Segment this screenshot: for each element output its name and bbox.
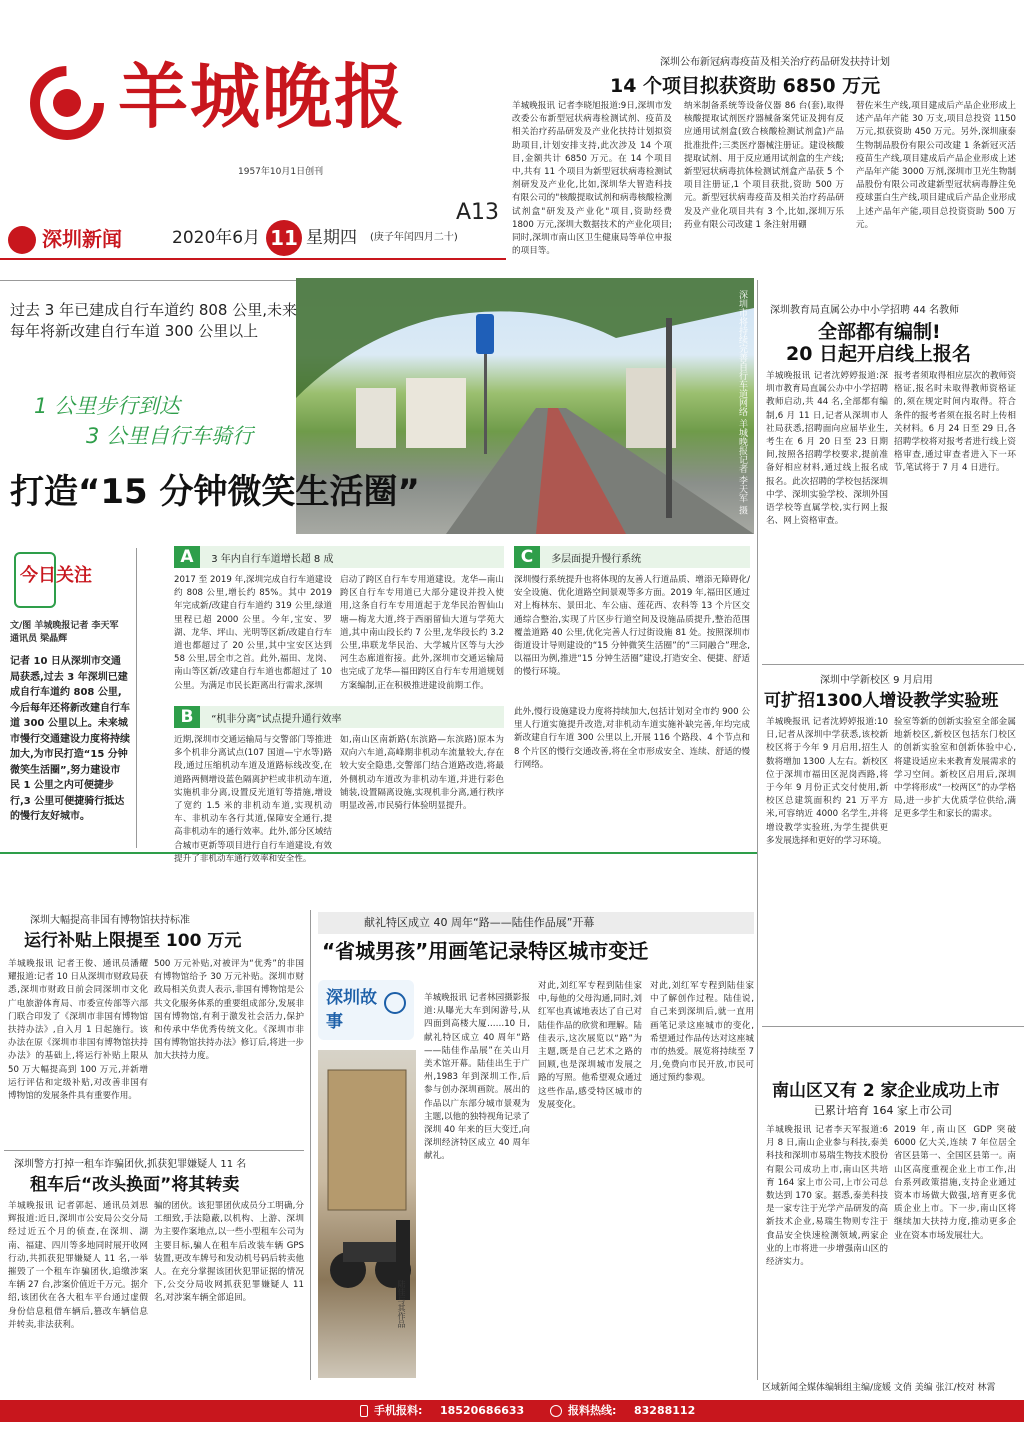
top-story-col2: 纳米制备系统等设备仪器 86 台(套),取得核酸提取试剂医疗器械备案凭证及拥有反应通用试剂盒(致合核酸检测试剂盒)产品批准批件;三类医疗器械注册证。建设核酸提取试剂、用于反应通用试剂盒的生产线;新型冠状病毒抗体检测试剂盒产品获 5 个项目注册证,1 个项目获批,资助 500 万元。新型冠状病毒疫苗及相关治疗药品研发及产业化项目共有 3 个,比如,深圳万乐药业有限公司改建 1 条注射用硼 bbox=[684, 101, 844, 230]
feature-title: 打造“15 分钟微笑生活圈” bbox=[10, 472, 420, 512]
footer-bar bbox=[0, 1400, 1024, 1422]
section-c-letter: C bbox=[514, 546, 540, 568]
section-b-col2: 如,南山区南新路(东滨路—东滨路)原本为双向六车道,高峰期非机动车流量较大,存在较大安全隐患,交警部门结合道路改造,将最外侧机动车道改为非机动车道,并进行彩色铺装,设置隔离设施,实现机非分离,通行秩序明显改善,市民骑行体验明显提升。 bbox=[340, 735, 504, 812]
footer-phone-icon bbox=[360, 1405, 368, 1417]
feature-intro-rule bbox=[136, 548, 137, 848]
feature-bottom-rule bbox=[0, 852, 757, 854]
story-col2: 对此,刘红军专程到陆佳家中,每他的父母沟通,同时,刘红军也真诚地表达了自己对陆佳作品的欣赏和理解。陆佳表示,这次展览以“路”为主题,既是自己艺术之路的回顾,也是深圳城市发展之路的写照。他希望观众通过这些作品,感受特区城市的发展变化。 bbox=[538, 981, 642, 1110]
footer-tip-phone-icon bbox=[550, 1405, 562, 1417]
story-kicker: 献礼特区成立 40 周年“路——陆佳作品展”开幕 bbox=[364, 916, 595, 929]
left-lower-rule bbox=[310, 910, 311, 1380]
right3-col2: 2019 年,南山区 GDP 突破 6000 亿大关,连续 7 年位居全省区县第一、全国区县第一。南山区高度重视企业上市工作,出台系列政策措施,支持企业通过资本市场做大做强,培育更多优质企业上市。下一步,南山区将继续加大扶持力度,推动更多企业在资本市场发展壮大。 bbox=[894, 1125, 1016, 1241]
story-col3: 对此,刘红军专程到陆佳家中了解创作过程。陆佳说,自己来到深圳后,就一直用画笔记录这座城市的变化,希望通过作品传达对这座城市的热爱。展览将持续至 7 月,免费向市民开放,市民可通过预约参观。 bbox=[650, 981, 754, 1084]
section-a-col1: 2017 至 2019 年,深圳完成自行车道建设约 808 公里,增长约 85%。其中 2019 年完成新/改建自行车道约 319 公里,绿道里程已超 2000 公里。今年,宝安、罗湖、龙华、坪山、光明等区新/改建自行车道也都超过了 20 公里,其中宝安区达到 58 公里,居全市之首。此外,福田、龙岗、南山等区新/改建自行车道也都超过了 10 公里。为满足市民长距离出行需求,深圳 bbox=[174, 575, 332, 691]
right1-title-1: 全部都有编制! bbox=[818, 321, 941, 343]
section-c-bar bbox=[514, 546, 750, 568]
right1-col2: 报考者须取得相应层次的教师资格证,报名时未取得教师资格证的,须在规定时间内取得。符合条件的报考者须在报名时上传相关材料。6 月 24 日至 29 日,各招聘学校将对报考者进行线上资格审查,通过审查者进入下一环节,笔试将于 7 月 4 日进行。 bbox=[894, 371, 1016, 474]
feature-intro: 记者 10 日从深圳市交通局获悉,过去 3 年深圳已建成自行车道约 808 公里,今后每年还将新改建自行车道 300 公里以上。未来城市慢行交通建设力度将持续加大,为市民打造“15 分钟微笑生活圈”,努力建设市民 1 公里之内可便捷步行,3 公里可便捷骑行抵达的慢行友好城市。 bbox=[10, 656, 130, 822]
top-story-kicker: 深圳公布新冠病毒疫苗及相关治疗药品研发扶持计划 bbox=[660, 57, 890, 68]
footer-hotline: 18520686633 bbox=[440, 1404, 525, 1417]
section-c-col1: 深圳慢行系统提升也将体现的友善人行道品质、增添无障碍化/安全设施、优化道路空间景观等多方面。2019 年,福田区通过对上梅林东、景田北、车公庙、莲花西、农科等 13 个片区交通综合整治,实现了片区步行道空间及设施品质提升,整治范围覆盖道路 40 公里,优化完善人行过街设施 81 处。按照深圳市街道设计导则建设的“15 分钟微笑生活圈”的“三同融合”理念,以福田为例,推进“15 分钟生活圈”建设,打造安全、便捷、舒适的慢行环境。 bbox=[514, 575, 750, 678]
story-col1: 羊城晚报讯 记者林园摄影报道:从曝光大车到闲游号,从四面到高楼大厦……10 日,献礼特区成立 40 周年“路——陆佳作品展”在关山月美术馆开幕。陆佳出生于广州,1983 年到深圳工作,后参与创办深圳画院。展出的作品以广东部分城市景观为主题,以他的独特视角记录了深圳 40 年来的巨大变迁,向深圳经济特区成立 40 周年献礼。 bbox=[424, 993, 530, 1162]
right2-col2: 验室等新的创新实验室全部金属地新校区,新校区包括东门校区的创新实验室和创新体验中心,将建设适应未来教育发展需求的学习空间。新校区启用后,深圳中学将形成“一校两区”的办学格局,进一步扩大优质学位供给,满足更多学生和家长的需求。 bbox=[894, 717, 1016, 820]
section-b-letter: B bbox=[174, 706, 200, 728]
section-b-title: “机非分离”试点提升通行效率 bbox=[211, 714, 342, 725]
left-a-bottom-rule bbox=[4, 1150, 304, 1151]
feature-subtitle-2: 3 公里自行车骑行 bbox=[86, 424, 254, 448]
footer-editors: 区域新闻全媒体编辑组主编/庞媛 文俏 美编 张江/校对 林霄 bbox=[762, 1383, 996, 1393]
left-a-col1: 羊城晚报讯 记者王俊、通讯员潘耀耀报道:记者 10 日从深圳市财政局获悉,深圳市财政日前会同深圳市文化广电旅游体育局、市委宣传部等六部门联合印发了《深圳市非国有博物馆扶持办法》,自入月 1 日起施行。该办法在原《深圳市非国有博物馆扶持办法》的基础上,将运行补贴上限从 50 万大幅提高到 100 万元,并新增运行评估和定级补贴,对改善非国有博物馆的发展条件具有重要作用。 bbox=[8, 959, 148, 1102]
feature-byline: 文/图 羊城晚报记者 李天军 通讯员 梁晶辉 bbox=[10, 621, 119, 644]
feature-lead: 过去 3 年已建成自行车道约 808 公里,未来每年将新改建自行车道 300 公里以上 bbox=[10, 301, 298, 340]
issue-weekday: 星期四 bbox=[306, 228, 357, 248]
left-a-col2: 500 万元补贴,对被评为“优秀”的非国有博物馆给予 30 万元补贴。深圳市财政局相关负责人表示,非国有博物馆是公共文化服务体系的重要组成部分,发展非国有博物馆,有利于激发社会活力,保护和传承中华优秀传统文化。《深圳市非国有博物馆扶持办法》修订后,将进一步加大扶持力度。 bbox=[154, 959, 304, 1062]
section-bar bbox=[0, 222, 506, 258]
right3-col1: 羊城晚报讯 记者李天军报道:6 月 8 日,南山企业参与科技,泰美科技和深圳市易瑞生物技术股份有限公司成功上市,南山区共培育 164 家上市公司,上市公司总数达到 170 家。据悉,泰美科技是一家专注于光学产品研发的高新技术企业,易瑞生物则专注于食品安全快速检测领域,两家企业的上市将进一步增强南山区的经济实力。 bbox=[766, 1125, 888, 1268]
right2-bottom-rule bbox=[762, 1026, 1024, 1027]
section-name: 深圳新闻 bbox=[42, 227, 122, 251]
story-photo-caption: 陆佳与其作品 bbox=[397, 1280, 406, 1328]
right1-bottom-rule bbox=[762, 664, 1024, 665]
right3-title: 南山区又有 2 家企业成功上市 bbox=[772, 1081, 1000, 1101]
left-b-kicker: 深圳警方打掉一租车诈骗团伙,抓获犯罪嫌疑人 11 名 bbox=[14, 1159, 247, 1170]
section-a-bar bbox=[174, 546, 504, 568]
top-story-col3: 替佐米生产线,项目建成后产品企业形成上述产品年产能 30 万支,项目总投资 1150 万元,拟获资助 450 万元。另外,深圳康泰生物制品股份有限公司改建 1 条新冠灭活疫苗生产线,项目建成后产品企业形成上述产品年产能 3000 万剂,深圳市卫光生物制品股份有限公司改建新型冠状病毒静注免疫球蛋白生产线,项目建成后产品企业形成上述产品年产能,项目总投资资助 500 万元。 bbox=[856, 101, 1016, 230]
right2-col1: 羊城晚报讯 记者沈婷婷报道:10 日,记者从深圳中学获悉,该校新校区将于今年 9 月启用,招生人数将增加 1300 人左右。新校区位于深圳市福田区泥岗西路,将于今年 9 月份正式交付使用,新校区总建筑面积约 21 万平方米,可容纳近 4000 名学生,并将增设教学实验班,为学生提供更多发展选择和更好的学习环境。 bbox=[766, 717, 888, 846]
today-focus-label: 今日关注 bbox=[20, 565, 92, 586]
story-title: “省城男孩”用画笔记录特区城市变迁 bbox=[322, 939, 649, 963]
footer-tip-label: 报料热线: bbox=[568, 1404, 617, 1417]
feature-photo-caption: 深圳市将持续完善自行车道网络 羊城晚报记者 李天军 摄 bbox=[737, 290, 747, 515]
story-badge-label: 深圳故事 bbox=[326, 988, 377, 1032]
right2-title: 可扩招1300人增设教学实验班 bbox=[764, 691, 999, 711]
right1-title-2: 20 日起开启线上报名 bbox=[786, 343, 972, 365]
issue-date-month: 2020年6月 bbox=[172, 228, 261, 248]
founded-date: 1957年10月1日创刊 bbox=[238, 167, 324, 177]
story-badge-icon bbox=[384, 992, 406, 1014]
section-c-col2: 此外,慢行设施建设力度将持续加大,包括计划对全市约 900 公里人行道实施提升改造,对非机动车道实施补缺完善,年均完成新改建自行车道 300 公里以上,开展 116 个路段、4 个节点和 8 个片区的慢行交通改善,将在全市形成安全、连续、舒适的慢行网络。 bbox=[514, 707, 750, 770]
left-b-col2: 骗的团伙。该犯罪团伙成员分工明确,分工细致,手法隐蔽,以机构、上游、深圳为主要作案地点,以一些小型租车公司为主要目标,骗人在租车后改装车辆 GPS 装置,更改车牌号和发动机号码后转卖他人。在充分掌握该团伙犯罪证据的情况下,公交分局收网抓获犯罪嫌疑人 11 名,对涉案车辆全部追回。 bbox=[154, 1201, 304, 1304]
left-b-col1: 羊城晚报讯 记者郭起、通讯员刘思辉报道:近日,深圳市公安局公交分局经过近五个月的侦查,在深圳、湖南、福建、四川等多地同时展开收网行动,共抓获犯罪嫌疑人 11 名,一举摧毁了一个租车诈骗团伙,追缴涉案车辆 27 台,涉案价值近千万元。据介绍,该团伙在各大租车平台通过虚假身份信息租借车辆后,篡改车辆信息并转卖,非法获利。 bbox=[8, 1201, 148, 1330]
page-number: A13 bbox=[456, 200, 500, 225]
lunar-date: (庚子年闰四月二十) bbox=[370, 232, 458, 243]
section-a-title: 3 年内自行车道增长超 8 成 bbox=[211, 554, 334, 565]
right2-kicker: 深圳中学新校区 9 月启用 bbox=[820, 675, 933, 686]
issue-day: 11 bbox=[266, 220, 302, 256]
right3-subtitle: 已累计培育 164 家上市公司 bbox=[814, 1104, 952, 1117]
top-story-title: 14 个项目拟获资助 6850 万元 bbox=[610, 75, 881, 97]
section-b-col1: 近期,深圳市交通运输局与交警部门等推进多个机非分离试点(107 国道—宁水等)路段,通过压缩机动车道及道路标线改变,在道路两侧增设蓝色隔离护栏或非机动车道,实施机非分离,设置反光道钉等措施,增设了宽约 1.5 米的非机动车道,实现机动车、非机动车各行其道,保障安全通行,提高非机动车的通行效率。此外,部分区域结合城市更新等项目进行自行车道建设,有效提升了非机动车通行效率和安全性。 bbox=[174, 735, 332, 864]
right1-kicker: 深圳教育局直属公办中小学招聘 44 名教师 bbox=[770, 305, 960, 316]
masthead-rule bbox=[0, 258, 506, 260]
left-b-title: 租车后“改头换面”将其转卖 bbox=[30, 1175, 240, 1195]
feature-subtitle-1: 1 公里步行到达 bbox=[34, 394, 181, 418]
left-a-title: 运行补贴上限提至 100 万元 bbox=[24, 931, 242, 951]
footer-hotline-label: 手机报料: bbox=[374, 1404, 423, 1417]
story-badge bbox=[318, 980, 414, 1040]
today-focus-badge bbox=[14, 552, 124, 612]
right1-col1: 羊城晚报讯 记者沈婷婷报道:深圳市教育局直属公办中小学招聘教师启动,共 44 名,全部都有编制,6 月 11 日,记者从深圳市人社局获悉,招聘面向应届毕业生,考生在 6 月 20 日至 23 日期间,按照各招聘学校要求,提前准备好相应材料,通过线上报名成报名。此次招聘的学校包括深圳中学、深圳实验学校、深圳外国语学校等直属学校,实行网上报名、网上资格审查。 bbox=[766, 371, 888, 527]
feature-right-rule bbox=[757, 280, 758, 1380]
section-logo-icon bbox=[8, 226, 36, 254]
masthead-logo-mark bbox=[22, 58, 112, 148]
footer-tip: 83288112 bbox=[634, 1404, 696, 1417]
section-c-title: 多层面提升慢行系统 bbox=[551, 554, 642, 565]
section-a-col2: 启动了跨区自行车专用道建设。龙华—南山跨区自行车专用道已大部分建设并投入使用,这条自行车专用道起于龙华民治智仙山塘—梅龙大道,终于西丽留仙大道与学苑大道,其中南山段长约 7 公里,龙华段长约 3.2 公里,串联龙华民治、大学城片区等与大沙河生态廊道衔接。此外,深圳市交通运输局也完成了龙华—福田跨区自行车专用道规划方案编制,正在积极推进建设前期工作。 bbox=[340, 575, 504, 691]
masthead-logo: 羊城晚报 bbox=[118, 55, 406, 138]
section-b-bar bbox=[174, 706, 504, 728]
section-a-letter: A bbox=[174, 546, 200, 568]
left-a-kicker: 深圳大幅提高非国有博物馆扶持标准 bbox=[30, 915, 190, 926]
issue-date bbox=[172, 227, 260, 250]
top-story-col1: 羊城晚报讯 记者李晓旭报道:9日,深圳市发改委公布新型冠状病毒检测试剂、疫苗及相关治疗药品研发及产业化扶持计划拟资助项目,计划安排支持,此次涉及 14 个项目,金额共计 6850 万元。在 14 个项目中,共有 11 个项目为新型冠状病毒检测试剂研发及产业化,比如,深圳华大智造科技有限公司的"核酸提取试剂和病毒核酸检测试剂盒"研发及产业化"项目,资助经费 1800 万元,深圳大数据技术的产业化项目;同时,深圳市南山区卫生健康局等单位申报的项目等。 bbox=[512, 101, 672, 257]
